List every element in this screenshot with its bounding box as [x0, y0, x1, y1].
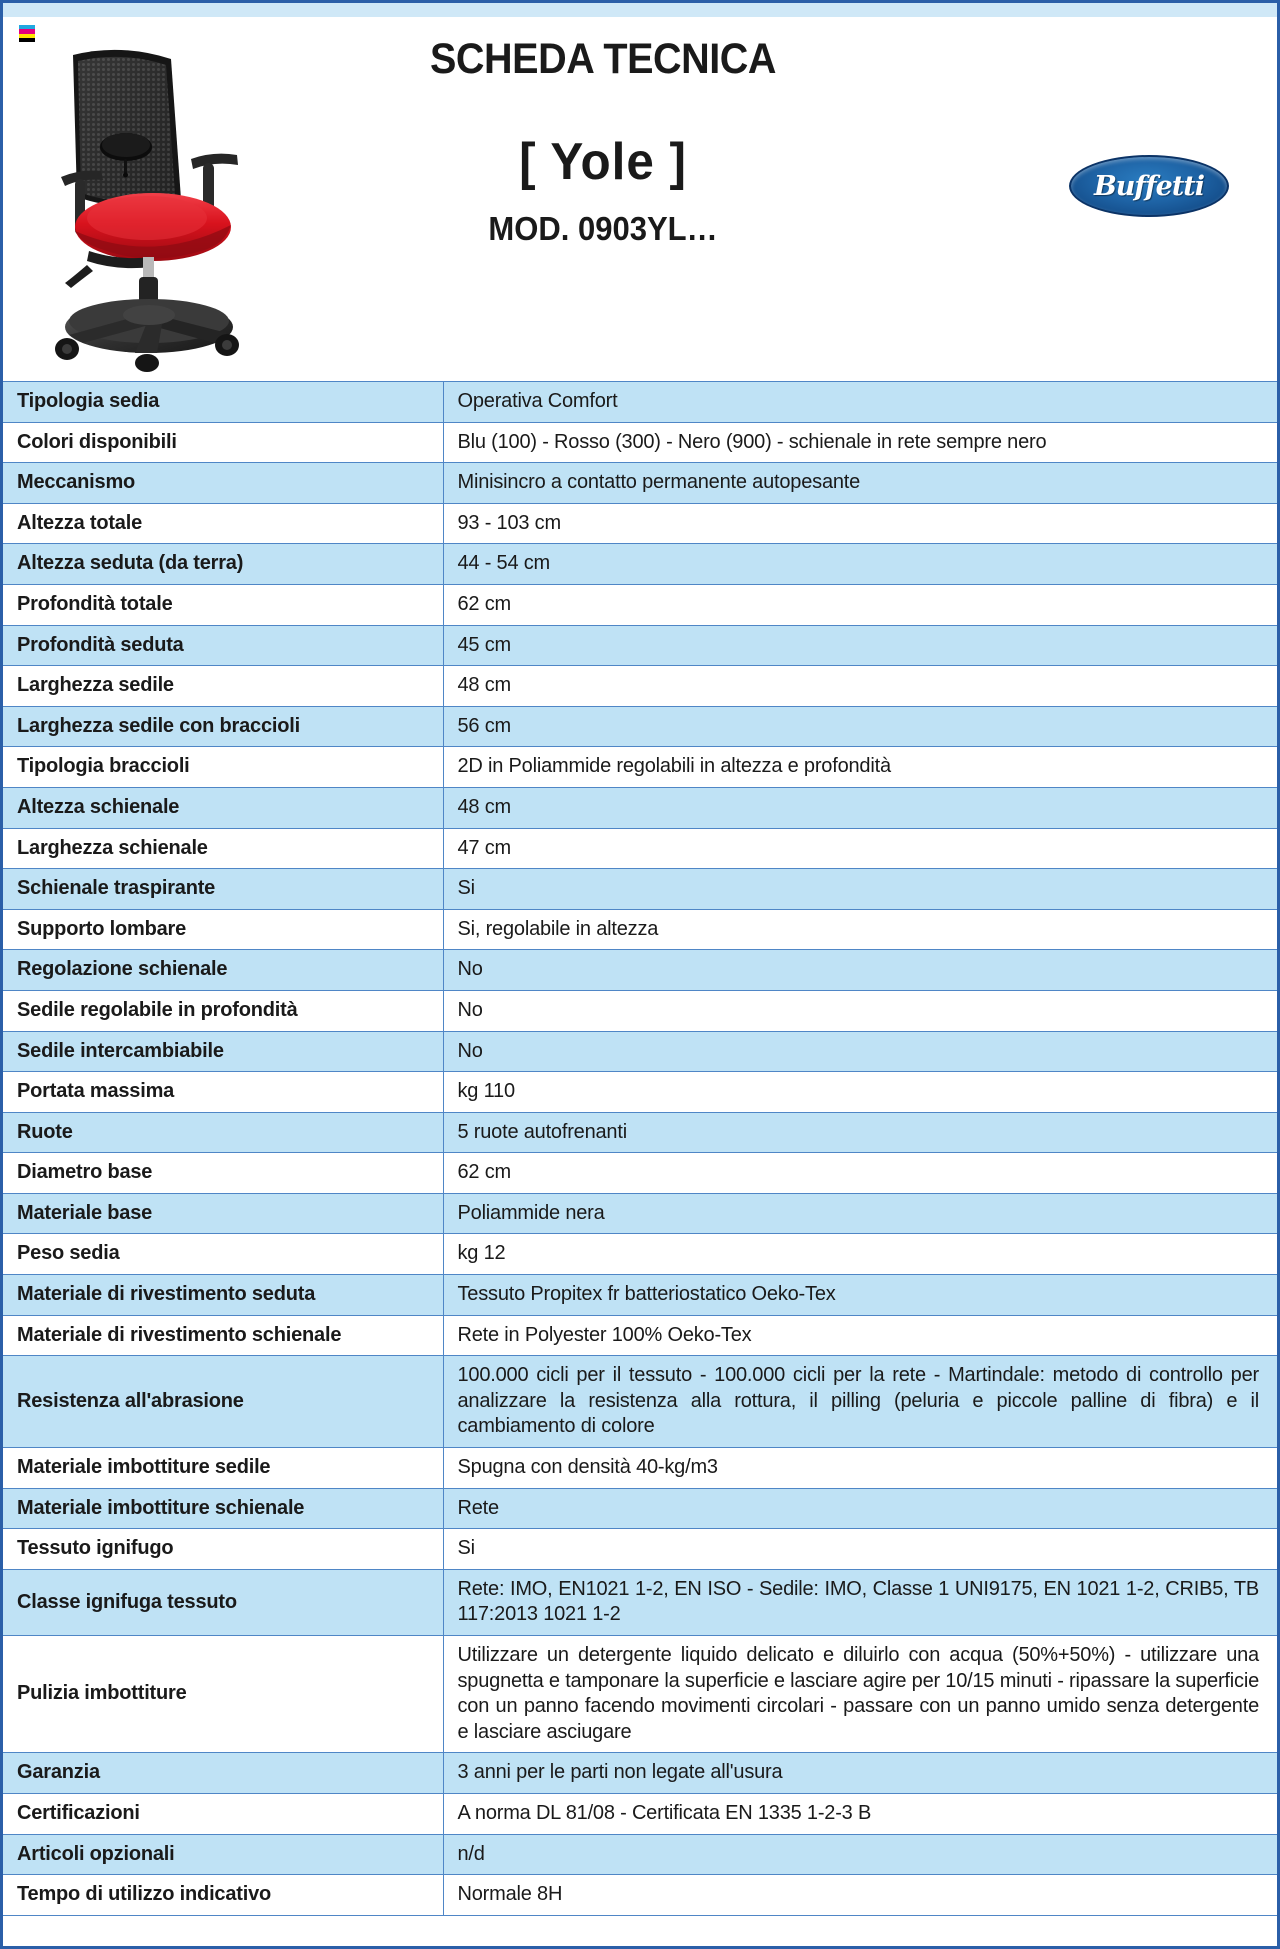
table-row: [3, 1315, 1277, 1356]
page-title: SCHEDA TECNICA: [430, 35, 776, 83]
spec-value: 62 cm: [443, 584, 1277, 625]
table-row: [3, 1793, 1277, 1834]
table-row: [3, 828, 1277, 869]
spec-label: Materiale base: [3, 1193, 443, 1234]
spec-value: Poliammide nera: [443, 1193, 1277, 1234]
spec-label: Tempo di utilizzo indicativo: [3, 1875, 443, 1916]
spec-label: Larghezza sedile con braccioli: [3, 706, 443, 747]
spec-value: Utilizzare un detergente liquido delicato e diluirlo con acqua (50%+50%) - utilizzare una spugnetta e tamponare la superficie e lasciare agire per 10/15 minuti - ripassare la superficie con un panno facendo movimenti circolari - passare con un panno umido senza detergente e lasciare asciugare: [443, 1636, 1277, 1753]
table-row: [3, 909, 1277, 950]
spec-label: Peso sedia: [3, 1234, 443, 1275]
logo-text: Buffetti: [1093, 170, 1205, 202]
table-row: [3, 1031, 1277, 1072]
spec-label: Materiale imbottiture schienale: [3, 1488, 443, 1529]
spec-value: Blu (100) - Rosso (300) - Nero (900) - schienale in rete sempre nero: [443, 422, 1277, 463]
spec-value: 56 cm: [443, 706, 1277, 747]
spec-label: Profondità totale: [3, 584, 443, 625]
table-row: [3, 950, 1277, 991]
spec-label: Larghezza schienale: [3, 828, 443, 869]
spec-value: Si: [443, 869, 1277, 910]
spec-value: Normale 8H: [443, 1875, 1277, 1916]
table-row: [3, 1234, 1277, 1275]
spec-label: Materiale di rivestimento schienale: [3, 1315, 443, 1356]
spec-value: n/d: [443, 1834, 1277, 1875]
table-row: [3, 1356, 1277, 1448]
spec-label: Schienale traspirante: [3, 869, 443, 910]
table-row: [3, 1448, 1277, 1489]
spec-label: Resistenza all'abrasione: [3, 1356, 443, 1448]
table-row: [3, 544, 1277, 585]
spec-label: Altezza totale: [3, 503, 443, 544]
table-row: [3, 1072, 1277, 1113]
table-row: [3, 787, 1277, 828]
table-row: [3, 1275, 1277, 1316]
spec-label: Sedile intercambiabile: [3, 1031, 443, 1072]
table-row: [3, 869, 1277, 910]
spec-label: Altezza schienale: [3, 787, 443, 828]
table-row: [3, 1529, 1277, 1570]
table-row: [3, 1569, 1277, 1635]
spec-label: Ruote: [3, 1112, 443, 1153]
spec-value: Spugna con densità 40-kg/m3: [443, 1448, 1277, 1489]
buffetti-logo: [1069, 155, 1229, 217]
table-row: [3, 706, 1277, 747]
spec-label: Materiale di rivestimento seduta: [3, 1275, 443, 1316]
table-row: [3, 1875, 1277, 1916]
spec-label: Sedile regolabile in profondità: [3, 990, 443, 1031]
title-block: [303, 35, 903, 248]
table-row: [3, 503, 1277, 544]
spec-label: Portata massima: [3, 1072, 443, 1113]
spec-value: 62 cm: [443, 1153, 1277, 1194]
table-row: [3, 382, 1277, 423]
spec-value: Tessuto Propitex fr batteriostatico Oeko-Tex: [443, 1275, 1277, 1316]
spec-label: Articoli opzionali: [3, 1834, 443, 1875]
model-name: [ Yole ]: [519, 133, 687, 191]
spec-label: Colori disponibili: [3, 422, 443, 463]
spec-value: 100.000 cicli per il tessuto - 100.000 cicli per la rete - Martindale: metodo di controllo per analizzare la resistenza alla rottura, il pilling (peluria e piccole palline di fibra) e il cambiamento di colore: [443, 1356, 1277, 1448]
spec-label: Tipologia sedia: [3, 382, 443, 423]
table-row: [3, 422, 1277, 463]
table-row: [3, 1834, 1277, 1875]
spec-value: Rete: IMO, EN1021 1-2, EN ISO - Sedile: IMO, Classe 1 UNI9175, EN 1021 1-2, CRIB5, TB 117:2013 1021 1-2: [443, 1569, 1277, 1635]
table-row: [3, 666, 1277, 707]
spec-value: 5 ruote autofrenanti: [443, 1112, 1277, 1153]
logo-oval: [1069, 155, 1229, 217]
spec-label: Certificazioni: [3, 1793, 443, 1834]
table-row: [3, 1636, 1277, 1753]
spec-value: kg 12: [443, 1234, 1277, 1275]
table-row: [3, 1193, 1277, 1234]
table-row: [3, 1153, 1277, 1194]
spec-label: Larghezza sedile: [3, 666, 443, 707]
spec-value: Si, regolabile in altezza: [443, 909, 1277, 950]
spec-value: Operativa Comfort: [443, 382, 1277, 423]
spec-label: Garanzia: [3, 1753, 443, 1794]
table-row: [3, 1488, 1277, 1529]
spec-value: 45 cm: [443, 625, 1277, 666]
spec-value: Minisincro a contatto permanente autopesante: [443, 463, 1277, 504]
spec-value: 3 anni per le parti non legate all'usura: [443, 1753, 1277, 1794]
spec-label: Materiale imbottiture sedile: [3, 1448, 443, 1489]
spec-value: Si: [443, 1529, 1277, 1570]
spec-label: Diametro base: [3, 1153, 443, 1194]
table-row: [3, 1753, 1277, 1794]
spec-label: Profondità seduta: [3, 625, 443, 666]
model-code: MOD. 0903YL…: [488, 210, 718, 247]
table-row: [3, 1112, 1277, 1153]
table-row: [3, 747, 1277, 788]
spec-value: 48 cm: [443, 787, 1277, 828]
spec-label: Tessuto ignifugo: [3, 1529, 443, 1570]
specifications-table-body: [3, 382, 1277, 1916]
spec-value: No: [443, 1031, 1277, 1072]
table-row: [3, 463, 1277, 504]
spec-value: Rete: [443, 1488, 1277, 1529]
spec-value: kg 110: [443, 1072, 1277, 1113]
spec-value: No: [443, 990, 1277, 1031]
spec-value: 93 - 103 cm: [443, 503, 1277, 544]
spec-value: 44 - 54 cm: [443, 544, 1277, 585]
spec-label: Pulizia imbottiture: [3, 1636, 443, 1753]
spec-value: 2D in Poliammide regolabili in altezza e profondità: [443, 747, 1277, 788]
spec-label: Tipologia braccioli: [3, 747, 443, 788]
spec-label: Regolazione schienale: [3, 950, 443, 991]
spec-label: Supporto lombare: [3, 909, 443, 950]
specifications-table: [3, 381, 1277, 1916]
table-row: [3, 584, 1277, 625]
table-row: [3, 990, 1277, 1031]
spec-value: No: [443, 950, 1277, 991]
table-row: [3, 625, 1277, 666]
spec-value: 47 cm: [443, 828, 1277, 869]
spec-value: 48 cm: [443, 666, 1277, 707]
spec-label: Meccanismo: [3, 463, 443, 504]
spec-label: Altezza seduta (da terra): [3, 544, 443, 585]
spec-value: Rete in Polyester 100% Oeko-Tex: [443, 1315, 1277, 1356]
spec-label: Classe ignifuga tessuto: [3, 1569, 443, 1635]
sheet-header: [3, 3, 1277, 381]
product-image-office-chair: [31, 27, 261, 372]
spec-value: A norma DL 81/08 - Certificata EN 1335 1-2-3 B: [443, 1793, 1277, 1834]
